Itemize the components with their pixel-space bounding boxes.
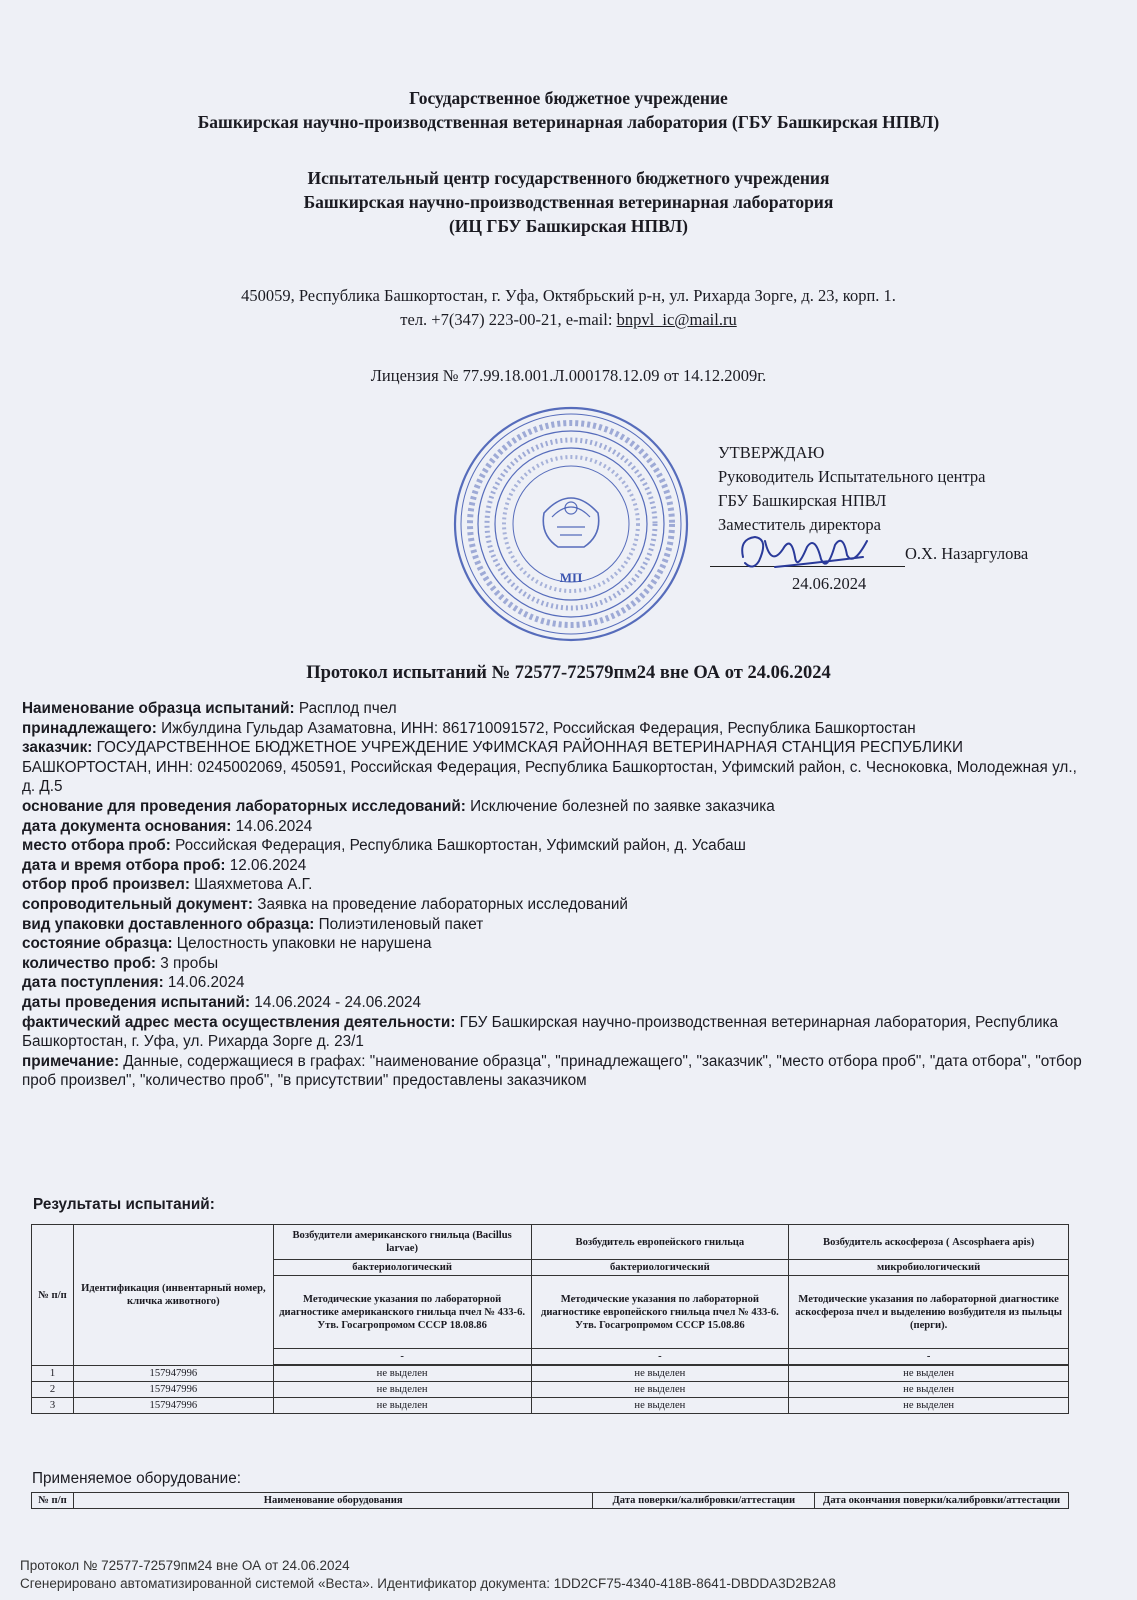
approval-org: ГБУ Башкирская НПВЛ	[718, 491, 887, 510]
method-document: Методические указания по лабораторной диагностике аскосфероза пчел и выделению возбудителя из пыльцы (перги).	[789, 1276, 1069, 1349]
method-type: бактериологический	[531, 1260, 789, 1276]
col-header-calibration-date: Дата поверки/калибровки/аттестации	[593, 1493, 815, 1509]
field-row	[22, 797, 1092, 817]
field-row	[22, 973, 1092, 993]
method-document: Методические указания по лабораторной диагностике европейского гнильца пчел № 433-6. Утв. Госагропромом СССР 15.08.86	[531, 1276, 789, 1349]
field-row	[22, 1052, 1092, 1091]
cell-identification: 157947996	[73, 1398, 273, 1414]
table-row	[32, 1366, 1069, 1382]
field-row	[22, 954, 1092, 974]
cell-result: не выделен	[531, 1398, 789, 1414]
results-table	[31, 1224, 1069, 1414]
field-value: Ижбулдина Гульдар Азаматовна, ИНН: 861710091572, Российская Федерация, Республика Башкортостан	[156, 719, 916, 737]
field-row	[22, 875, 1092, 895]
field-label: фактический адрес места осуществления деятельности:	[22, 1013, 456, 1031]
phone: тел. +7(347) 223-00-21, e-mail:	[400, 310, 617, 329]
approval-heading: УТВЕРЖДАЮ	[718, 443, 825, 462]
field-row	[22, 895, 1092, 915]
license: Лицензия № 77.99.18.001.Л.000178.12.09 от 14.12.2009г.	[370, 366, 767, 385]
protocol-title: Протокол испытаний № 72577-72579пм24 вне ОА от 24.06.2024	[306, 663, 831, 683]
field-value: 14.06.2024	[163, 974, 245, 992]
field-row	[22, 699, 1092, 719]
organization-header	[0, 86, 1137, 134]
field-label: состояние образца:	[22, 935, 173, 953]
field-label: отбор проб произвел:	[22, 876, 190, 894]
approval-block	[718, 441, 986, 537]
field-value: 3 пробы	[156, 954, 219, 972]
approval-deputy: Заместитель директора	[718, 515, 881, 534]
field-row	[22, 856, 1092, 876]
cell-identification: 157947996	[73, 1366, 273, 1382]
table-header-row	[32, 1225, 1069, 1260]
official-seal-stamp	[452, 405, 690, 643]
field-label: примечание:	[22, 1052, 120, 1070]
field-value: 14.06.2024	[231, 817, 313, 835]
col-header-number: № п/п	[32, 1493, 74, 1509]
norm-value: -	[273, 1349, 531, 1365]
field-row	[22, 836, 1092, 856]
test-name: Возбудители американского гнильца (Bacillus larvae)	[273, 1225, 531, 1260]
table-row	[32, 1398, 1069, 1414]
field-value: Расплод пчел	[294, 700, 397, 717]
address: 450059, Республика Башкортостан, г. Уфа, Октябрьский р-н, ул. Рихарда Зорге, д. 23, корп. 1.	[241, 286, 896, 305]
method-document: Методические указания по лабораторной диагностике американского гнильца пчел № 433-6. Утв. Госагропромом СССР 18.08.86	[273, 1276, 531, 1349]
field-label: дата документа основания:	[22, 817, 232, 835]
field-value: ГБУ Башкирская научно-производственная ветеринарная лаборатория, Республика Башкортостан, г. Уфа, ул. Рихарда Зорге д. 23/1	[22, 1013, 1059, 1051]
field-label: принадлежащего:	[22, 719, 157, 737]
table-header-row	[32, 1493, 1069, 1509]
norm-value: -	[789, 1349, 1069, 1365]
cell-result: не выделен	[273, 1398, 531, 1414]
signer-name: О.Х. Назаргулова	[905, 544, 1029, 563]
center-name-line3: (ИЦ ГБУ Башкирская НПВЛ)	[448, 216, 688, 236]
cell-result: не выделен	[789, 1366, 1069, 1382]
cell-result: не выделен	[531, 1382, 789, 1398]
field-value: 12.06.2024	[225, 856, 307, 874]
results-title: Результаты испытаний:	[33, 1196, 215, 1213]
field-value: ГОСУДАРСТВЕННОЕ БЮДЖЕТНОЕ УЧРЕЖДЕНИЕ УФИМСКАЯ РАЙОННАЯ ВЕТЕРИНАРНАЯ СТАНЦИЯ РЕСПУБЛИКИ БАШКОРТОСТАН, ИНН: 0245002069, 450591, Российская Федерация, Республика Башкортостан, Уфимский район, с. Чесноковка, Молодежная ул., д. Д.5	[22, 739, 1077, 796]
field-row	[22, 915, 1092, 935]
test-center-header	[0, 166, 1137, 238]
test-name: Возбудитель аскосфероза ( Ascosphaera apis)	[789, 1225, 1069, 1260]
cell-result: не выделен	[789, 1398, 1069, 1414]
field-label: дата поступления:	[22, 974, 164, 992]
field-row	[22, 817, 1092, 837]
field-label: даты проведения испытаний:	[22, 993, 251, 1011]
approval-position: Руководитель Испытательного центра	[718, 467, 986, 486]
field-row	[22, 738, 1092, 797]
field-value: Данные, содержащиеся в графах: "наименование образца", "принадлежащего", "заказчик", "место отбора проб", "дата отбора", "отбор проб произвел", "количество проб", "в присутствии" предоставлены заказчиком	[22, 1052, 1082, 1090]
field-value: Шаяхметова А.Г.	[189, 876, 313, 894]
cell-identification: 157947996	[73, 1382, 273, 1398]
center-name-line1: Испытательный центр государственного бюджетного учреждения	[307, 168, 830, 188]
col-header-calibration-end: Дата окончания поверки/калибровки/аттестации	[815, 1493, 1069, 1509]
field-value: Полиэтиленовый пакет	[314, 915, 484, 933]
field-value: Заявка на проведение лабораторных исследований	[252, 895, 628, 913]
col-header-number: № п/п	[32, 1225, 74, 1366]
field-label: заказчик:	[22, 739, 93, 757]
cell-number: 3	[32, 1398, 74, 1414]
method-type: микробиологический	[789, 1260, 1069, 1276]
col-header-equipment-name: Наименование оборудования	[73, 1493, 592, 1509]
field-value: 14.06.2024 - 24.06.2024	[250, 993, 422, 1011]
org-name-line1: Государственное бюджетное учреждение	[409, 88, 728, 108]
contact-block	[0, 284, 1137, 332]
footer-protocol: Протокол № 72577-72579пм24 вне ОА от 24.06.2024	[20, 1558, 350, 1573]
field-value: Российская Федерация, Республика Башкортостан, Уфимский район, д. Усабаш	[170, 837, 746, 855]
cell-result: не выделен	[531, 1366, 789, 1382]
field-label: сопроводительный документ:	[22, 895, 253, 913]
field-label: вид упаковки доставленного образца:	[22, 915, 315, 933]
cell-number: 1	[32, 1366, 74, 1382]
field-label: место отбора проб:	[22, 837, 171, 855]
center-name-line2: Башкирская научно-производственная ветеринарная лаборатория	[303, 192, 834, 212]
col-header-identification: Идентификация (инвентарный номер, кличка животного)	[73, 1225, 273, 1366]
field-label: количество проб:	[22, 954, 156, 972]
cell-number: 2	[32, 1382, 74, 1398]
page-footer	[20, 1557, 836, 1593]
sample-details	[22, 699, 1092, 1091]
equipment-table	[31, 1492, 1069, 1509]
field-row	[22, 934, 1092, 954]
field-row	[22, 719, 1092, 739]
cell-result: не выделен	[273, 1382, 531, 1398]
email-link[interactable]: bnpvl_ic@mail.ru	[616, 310, 737, 329]
field-value: Исключение болезней по заявке заказчика	[465, 797, 775, 815]
field-label: основание для проведения лабораторных исследований:	[22, 797, 466, 815]
field-row	[22, 1013, 1092, 1052]
org-name-line2: Башкирская научно-производственная ветеринарная лаборатория (ГБУ Башкирская НПВЛ)	[197, 112, 940, 132]
method-type: бактериологический	[273, 1260, 531, 1276]
footer-generated: Сгенерировано автоматизированной системой «Веста». Идентификатор документа: 1DD2CF75-4340-418B-8641-DBDDA3D2B2A8	[20, 1576, 836, 1591]
seal-center-text: МП	[559, 570, 583, 585]
field-label: дата и время отбора проб:	[22, 856, 226, 874]
field-label: Наименование образца испытаний:	[22, 700, 295, 717]
field-value: Целостность упаковки не нарушена	[172, 935, 432, 953]
test-name: Возбудитель европейского гнильца	[531, 1225, 789, 1260]
field-row	[22, 993, 1092, 1013]
phone-email-line	[0, 308, 1137, 332]
table-row	[32, 1382, 1069, 1398]
norm-value: -	[531, 1349, 789, 1365]
cell-result: не выделен	[273, 1366, 531, 1382]
cell-result: не выделен	[789, 1382, 1069, 1398]
approval-date: 24.06.2024	[792, 574, 867, 593]
equipment-title: Применяемое оборудование:	[32, 1470, 241, 1487]
